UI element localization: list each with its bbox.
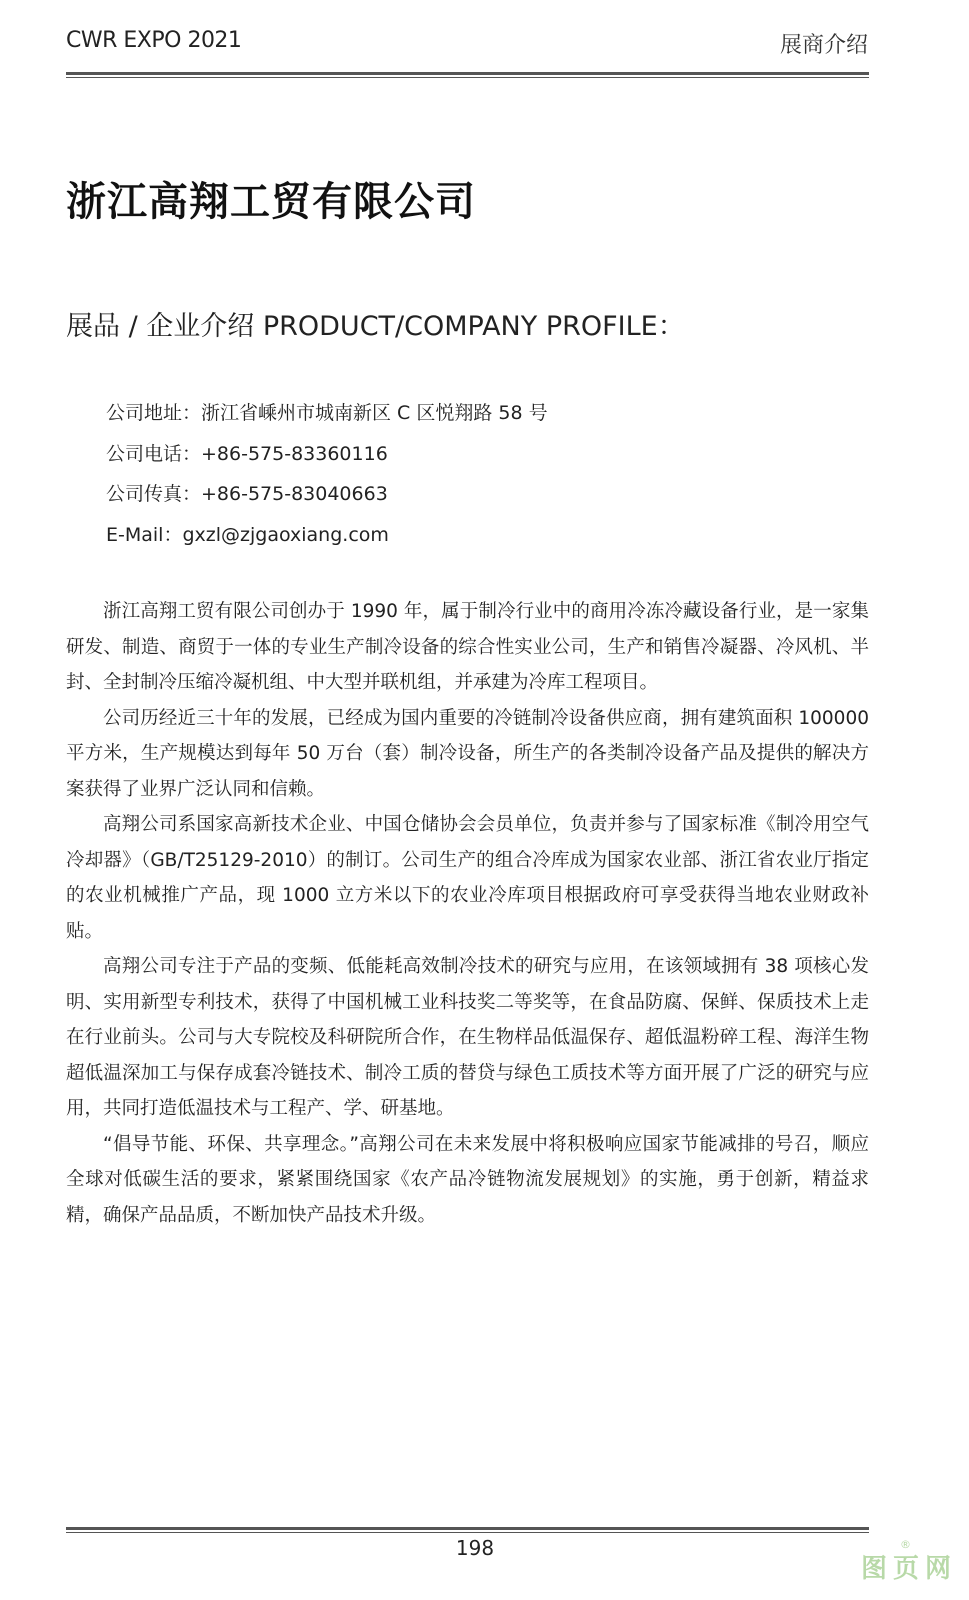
contact-phone: 公司电话：+86-575-83360116 <box>106 442 388 465</box>
contact-email: E-Mail：gxzl@zjgaoxiang.com <box>106 523 389 546</box>
profile-paragraph: 高翔公司专注于产品的变频、低能耗高效制冷技术的研究与应用，在该领域拥有 38 项核心发明、实用新型专利技术，获得了中国机械工业科技奖二等奖等，在食品防腐、保鲜、保质技术上走在行业前头。公司与大专院校及科研院所合作，在生物样品低温保存、超低温粉碎工程、海洋生物超低温深加工与保存成套冷链技术、制冷工质的替贷与绿色工质技术等方面开展了广泛的研究与应用，共同打造低温技术与工程产、学、研基地。 <box>66 956 869 1119</box>
profile-paragraph: 浙江高翔工贸有限公司创办于 1990 年，属于制冷行业中的商用冷冻冷藏设备行业，是一家集研发、制造、商贸于一体的专业生产制冷设备的综合性实业公司，生产和销售冷凝器、冷风机、半封、全封制冷压缩冷凝机组、中大型并联机组，并承建为冷库工程项目。 <box>66 601 869 693</box>
contact-address: 公司地址：浙江省嵊州市城南新区 C 区悦翔路 58 号 <box>106 402 548 424</box>
page-number: 198 <box>455 1536 495 1560</box>
profile-paragraph: 高翔公司系国家高新技术企业、中国仓储协会会员单位，负责并参与了国家标准《制冷用空气冷却器》（GB/T25129-2010）的制订。公司生产的组合冷库成为国家农业部、浙江省农业厅指定的农业机械推广产品，现 1000 立方米以下的农业冷库项目根据政府可享受获得当地农业财政补贴。 <box>66 814 870 942</box>
section-heading: 展品 / 企业介绍 PRODUCT/COMPANY PROFILE： <box>66 311 685 342</box>
company-profile-body <box>66 594 869 1233</box>
watermark-registered-mark: ® <box>900 1538 911 1551</box>
profile-paragraph: “倡导节能、环保、共享理念。”高翔公司在未来发展中将积极响应国家节能减排的号召，顺应全球对低碳生活的要求，紧紧围绕国家《农产品冷链物流发展规划》的实施，勇于创新，精益求精，确保产品品质，不断加快产品技术升级。 <box>66 1133 869 1226</box>
header-expo-title: CWR EXPO 2021 <box>66 28 242 53</box>
watermark-logo: 图页网 <box>860 1554 957 1584</box>
contact-block <box>106 393 548 555</box>
contact-fax: 公司传真：+86-575-83040663 <box>106 483 388 505</box>
company-title: 浙江高翔工贸有限公司 <box>66 179 476 225</box>
header-section-label: 展商介绍 <box>779 33 868 58</box>
header-divider <box>66 72 869 78</box>
footer-divider <box>66 1527 869 1533</box>
profile-paragraph: 公司历经近三十年的发展，已经成为国内重要的冷链制冷设备供应商，拥有建筑面积 100000 平方米，生产规模达到每年 50 万台（套）制冷设备，所生产的各类制冷设备产品及提供的解决方案获得了业界广泛认同和信赖。 <box>66 707 869 800</box>
